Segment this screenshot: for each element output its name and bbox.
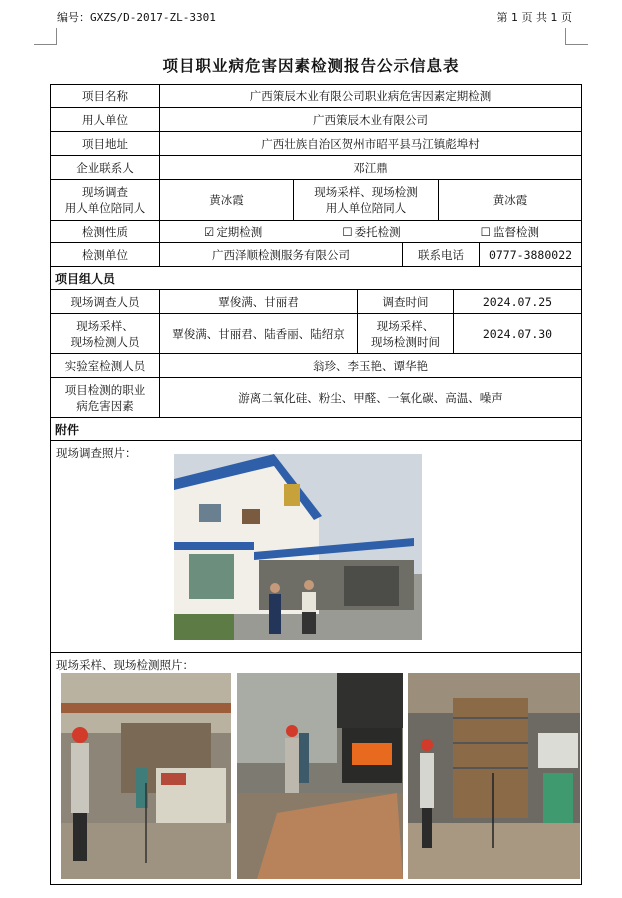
nature-options [160,221,581,242]
checkbox-icon: ☐ [480,224,491,239]
label-lab-staff: 实验室检测人员 [51,354,160,377]
label-hazards: 项目检测的职业 病危害因素 [51,378,160,417]
label-sampling-escort: 现场采样、现场检测 用人单位陪同人 [294,180,439,220]
option-supervisory-label: 监督检测 [492,224,539,239]
label-nature: 检测性质 [51,221,160,242]
label-project-name: 项目名称 [51,85,160,107]
sampling-photo-area [51,653,581,886]
row-escort [51,180,581,221]
survey-photo [174,454,422,640]
option-commissioned-label: 委托检测 [354,224,401,239]
page-title: 项目职业病危害因素检测报告公示信息表 [162,57,460,75]
label-contact: 企业联系人 [51,156,160,179]
label-survey-staff: 现场调查人员 [51,290,160,313]
row-agency [51,243,581,267]
sampling-photo-2 [237,673,403,879]
value-phone: 0777-3880022 [488,247,573,262]
row-contact [51,156,581,180]
row-sampling-staff [51,314,581,354]
value-sampling-staff: 覃俊满、甘丽君、陆香丽、陆绍京 [160,314,358,353]
section-title-attachments: 附件 [55,422,80,437]
survey-photo-area [51,441,581,653]
value-sampling-time: 2024.07.30 [482,326,553,341]
row-project-name [51,85,581,108]
section-team [51,267,581,290]
survey-photo-label: 现场调查照片： [56,446,137,460]
value-project-name: 广西策辰木业有限公司职业病危害因素定期检测 [249,89,492,103]
section-attachments [51,418,581,441]
page-indicator: 第 1 页 共 1 页 [496,11,572,24]
label-sampling-time: 现场采样、 现场检测时间 [358,314,454,353]
label-sampling-staff: 现场采样、 现场检测人员 [51,314,160,353]
value-lab-staff: 翁珍、李玉艳、谭华艳 [313,358,428,373]
sampling-photo-3 [408,673,580,879]
value-hazards: 游离二氧化硅、粉尘、甲醛、一氧化碳、高温、噪声 [238,390,503,405]
label-employer: 用人单位 [51,108,160,131]
document-number: 编号：GXZS/D-2017-ZL-3301 [57,11,216,24]
value-contact: 邓江鼎 [353,160,388,175]
label-address: 项目地址 [51,132,160,155]
sampling-photo-1 [61,673,231,879]
value-agency: 广西泽顺检测服务有限公司 [160,243,403,266]
value-sampling-escort: 黄冰霞 [492,193,528,207]
option-supervisory[interactable] [479,224,539,240]
row-survey-staff [51,290,581,314]
checkbox-icon: ☐ [342,224,353,239]
label-phone: 联系电话 [403,243,480,266]
value-survey-staff: 覃俊满、甘丽君 [160,290,358,313]
option-periodic[interactable] [202,224,262,240]
row-employer [51,108,581,132]
value-survey-escort: 黄冰霞 [160,180,294,220]
section-title-team: 项目组人员 [55,271,116,286]
value-survey-time: 2024.07.25 [482,294,553,309]
label-survey-time: 调查时间 [358,290,454,313]
label-survey-escort: 现场调查 用人单位陪同人 [51,180,160,220]
value-address: 广西壮族自治区贺州市昭平县马江镇彪埠村 [261,136,480,151]
crop-mark-left [34,28,57,45]
info-table [50,84,582,885]
value-employer: 广西策辰木业有限公司 [313,112,428,127]
sampling-photo-label: 现场采样、现场检测照片： [56,658,194,672]
crop-mark-right [565,28,588,45]
label-agency: 检测单位 [51,243,160,266]
option-periodic-label: 定期检测 [216,224,263,239]
row-nature [51,221,581,243]
row-lab-staff [51,354,581,378]
row-address [51,132,581,156]
row-hazards [51,378,581,418]
option-commissioned[interactable] [340,224,400,240]
checkbox-checked-icon: ☑ [204,224,215,239]
